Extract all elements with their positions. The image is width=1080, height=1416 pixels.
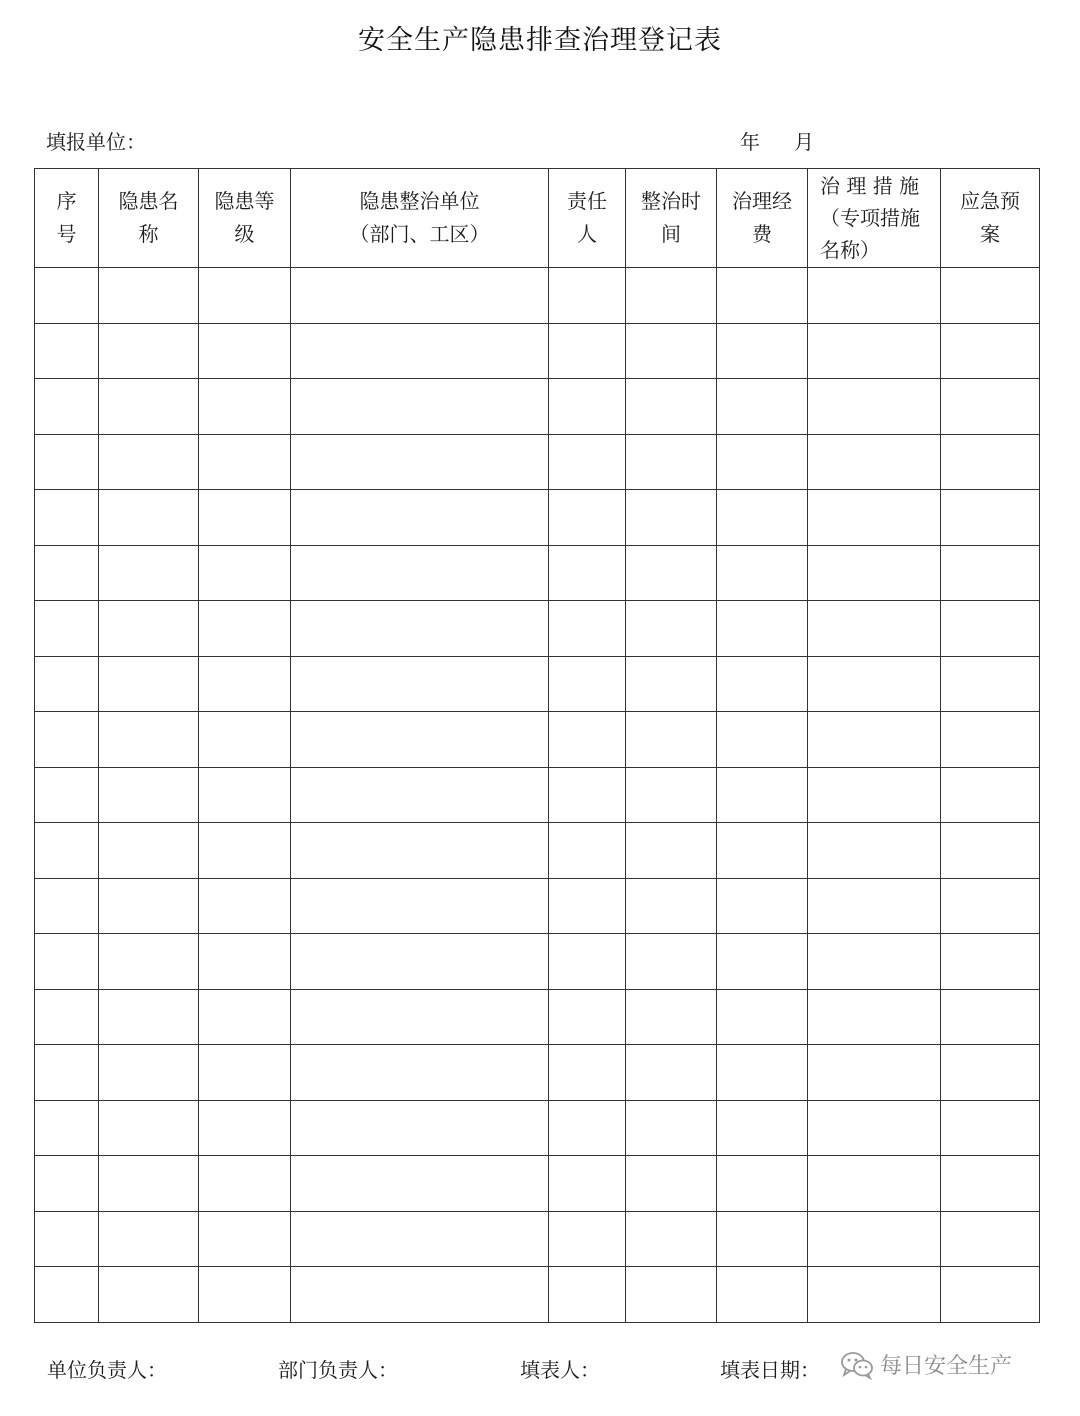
table-cell[interactable] [35,268,99,324]
table-cell[interactable] [199,379,291,435]
table-cell[interactable] [99,767,199,823]
table-cell[interactable] [717,934,808,990]
table-cell[interactable] [291,712,549,768]
table-cell[interactable] [35,712,99,768]
table-cell[interactable] [717,1267,808,1323]
table-cell[interactable] [199,434,291,490]
table-cell[interactable] [99,989,199,1045]
year-label: 年 [740,130,760,154]
table-cell[interactable] [626,767,717,823]
table-cell[interactable] [35,989,99,1045]
table-cell[interactable] [291,268,549,324]
table-cell[interactable] [941,490,1040,546]
table-cell[interactable] [291,379,549,435]
table-cell[interactable] [291,823,549,879]
table-cell[interactable] [291,490,549,546]
table-cell[interactable] [291,1045,549,1101]
table-cell[interactable] [291,323,549,379]
table-cell[interactable] [808,934,941,990]
table-cell[interactable] [808,656,941,712]
table-row [35,1045,1040,1101]
table-cell[interactable] [626,601,717,657]
table-cell[interactable] [199,545,291,601]
table-cell[interactable] [549,1100,626,1156]
table-cell[interactable] [626,934,717,990]
table-cell[interactable] [626,1156,717,1212]
table-row [35,601,1040,657]
watermark-text: 每日安全生产 [880,1354,1013,1379]
table-cell[interactable] [808,767,941,823]
table-cell[interactable] [549,1211,626,1267]
table-cell[interactable] [199,934,291,990]
table-cell[interactable] [941,434,1040,490]
header-emergency-plan: 应急预 案 [941,169,1040,268]
table-cell[interactable] [808,434,941,490]
table-cell[interactable] [35,545,99,601]
table-cell[interactable] [717,545,808,601]
table-cell[interactable] [99,323,199,379]
table-cell[interactable] [808,1267,941,1323]
table-cell[interactable] [626,323,717,379]
table-cell[interactable] [291,545,549,601]
table-cell[interactable] [35,934,99,990]
table-cell[interactable] [35,379,99,435]
table-row [35,268,1040,324]
table-cell[interactable] [291,434,549,490]
table-row [35,1211,1040,1267]
table-cell[interactable] [35,434,99,490]
table-cell[interactable] [199,989,291,1045]
table-cell[interactable] [99,268,199,324]
table-row [35,656,1040,712]
table-cell[interactable] [35,1156,99,1212]
table-cell[interactable] [717,989,808,1045]
table-cell[interactable] [808,712,941,768]
table-cell[interactable] [941,989,1040,1045]
table-cell[interactable] [941,934,1040,990]
table-cell[interactable] [941,1211,1040,1267]
table-cell[interactable] [808,490,941,546]
table-cell[interactable] [99,934,199,990]
table-cell[interactable] [626,545,717,601]
table-cell[interactable] [35,878,99,934]
table-cell[interactable] [35,323,99,379]
table-cell[interactable] [291,767,549,823]
table-cell[interactable] [717,379,808,435]
table-cell[interactable] [549,656,626,712]
table-cell[interactable] [291,1100,549,1156]
table-cell[interactable] [99,1100,199,1156]
table-cell[interactable] [626,379,717,435]
table-cell[interactable] [941,1045,1040,1101]
table-cell[interactable] [717,323,808,379]
table-cell[interactable] [549,934,626,990]
table-cell[interactable] [199,323,291,379]
table-cell[interactable] [199,712,291,768]
table-cell[interactable] [99,712,199,768]
table-cell[interactable] [199,490,291,546]
table-cell[interactable] [717,1211,808,1267]
header-serial-number: 序 号 [35,169,99,268]
table-cell[interactable] [35,823,99,879]
wechat-icon [840,1350,874,1380]
table-cell[interactable] [717,268,808,324]
table-cell[interactable] [941,601,1040,657]
table-cell[interactable] [941,767,1040,823]
table-cell[interactable] [549,268,626,324]
table-cell[interactable] [808,823,941,879]
dept-head-label: 部门负责人： [278,1358,398,1382]
table-cell[interactable] [717,490,808,546]
header-treatment-funds: 治理经 费 [717,169,808,268]
table-cell[interactable] [199,601,291,657]
table-cell[interactable] [717,712,808,768]
table-row [35,545,1040,601]
table-row [35,712,1040,768]
table-cell[interactable] [35,490,99,546]
table-row [35,490,1040,546]
table-cell[interactable] [35,767,99,823]
table-cell[interactable] [717,656,808,712]
table-cell[interactable] [626,712,717,768]
table-cell[interactable] [549,1267,626,1323]
table-cell[interactable] [717,1156,808,1212]
table-row [35,823,1040,879]
table-cell[interactable] [626,1045,717,1101]
table-cell[interactable] [808,878,941,934]
table-cell[interactable] [99,434,199,490]
table-header-row [35,169,1040,268]
table-row [35,323,1040,379]
table-cell[interactable] [35,656,99,712]
table-cell[interactable] [941,1156,1040,1212]
month-label: 月 [794,130,814,154]
table-cell[interactable] [549,989,626,1045]
table-cell[interactable] [35,1045,99,1101]
table-cell[interactable] [941,823,1040,879]
table-cell[interactable] [549,1156,626,1212]
table-cell[interactable] [35,1100,99,1156]
header-responsible-person: 责任 人 [549,169,626,268]
table-cell[interactable] [808,323,941,379]
table-cell[interactable] [808,379,941,435]
table-cell[interactable] [549,712,626,768]
table-cell[interactable] [291,656,549,712]
table-cell[interactable] [626,989,717,1045]
header-hazard-level: 隐患等 级 [199,169,291,268]
table-cell[interactable] [626,656,717,712]
table-row [35,379,1040,435]
table-cell[interactable] [99,545,199,601]
table-cell[interactable] [941,268,1040,324]
table-cell[interactable] [99,601,199,657]
table-cell[interactable] [941,878,1040,934]
header-rectification-time: 整治时 间 [626,169,717,268]
table-row [35,989,1040,1045]
table-cell[interactable] [35,1267,99,1323]
table-row [35,1267,1040,1323]
fill-date-label: 填表日期： [720,1358,820,1382]
table-cell[interactable] [549,823,626,879]
table-cell[interactable] [941,1100,1040,1156]
table-cell[interactable] [549,490,626,546]
table-cell[interactable] [199,656,291,712]
hazard-register-table [34,168,1040,1323]
table-cell[interactable] [549,323,626,379]
table-cell[interactable] [549,379,626,435]
table-cell[interactable] [99,1267,199,1323]
table-cell[interactable] [626,823,717,879]
table-cell[interactable] [626,434,717,490]
unit-head-label: 单位负责人： [47,1358,167,1382]
table-row [35,878,1040,934]
table-row [35,1100,1040,1156]
table-cell[interactable] [717,1100,808,1156]
table-cell[interactable] [199,1267,291,1323]
table-cell[interactable] [941,1267,1040,1323]
table-cell[interactable] [199,1156,291,1212]
table-cell[interactable] [717,878,808,934]
table-cell[interactable] [291,1267,549,1323]
table-cell[interactable] [941,656,1040,712]
table-cell[interactable] [626,1211,717,1267]
table-cell[interactable] [808,1100,941,1156]
table-cell[interactable] [199,1211,291,1267]
table-cell[interactable] [626,1100,717,1156]
table-cell[interactable] [549,767,626,823]
date-label [740,126,814,155]
table-cell[interactable] [291,878,549,934]
table-cell[interactable] [199,878,291,934]
table-cell[interactable] [941,323,1040,379]
table-cell[interactable] [99,656,199,712]
table-cell[interactable] [808,545,941,601]
table-cell[interactable] [199,1045,291,1101]
form-title: 安全生产隐患排查治理登记表 [358,25,722,56]
table-cell[interactable] [941,379,1040,435]
table-cell[interactable] [717,1045,808,1101]
filing-unit-label: 填报单位： [46,130,146,154]
watermark [840,1349,1012,1380]
table-cell[interactable] [99,379,199,435]
table-cell[interactable] [626,878,717,934]
table-cell[interactable] [808,1211,941,1267]
table-row [35,934,1040,990]
table-cell[interactable] [549,545,626,601]
table-cell[interactable] [808,601,941,657]
table-cell[interactable] [808,268,941,324]
table-cell[interactable] [99,823,199,879]
table-cell[interactable] [549,878,626,934]
table-cell[interactable] [99,490,199,546]
table-cell[interactable] [291,934,549,990]
table-cell[interactable] [291,1156,549,1212]
table-cell[interactable] [291,601,549,657]
table-cell[interactable] [99,1045,199,1101]
table-cell[interactable] [35,1211,99,1267]
table-cell[interactable] [199,1100,291,1156]
table-cell[interactable] [99,1211,199,1267]
table-cell[interactable] [941,712,1040,768]
table-cell[interactable] [808,1045,941,1101]
table-cell[interactable] [808,1156,941,1212]
table-cell[interactable] [35,601,99,657]
table-cell[interactable] [808,989,941,1045]
table-cell[interactable] [291,989,549,1045]
table-cell[interactable] [549,434,626,490]
table-cell[interactable] [199,767,291,823]
table-cell[interactable] [717,823,808,879]
table-cell[interactable] [99,1156,199,1212]
table-cell[interactable] [549,601,626,657]
table-row [35,767,1040,823]
table-cell[interactable] [626,268,717,324]
table-cell[interactable] [941,545,1040,601]
table-row [35,434,1040,490]
table-cell[interactable] [199,823,291,879]
table-cell[interactable] [626,1267,717,1323]
table-cell[interactable] [717,434,808,490]
table-row [35,1156,1040,1212]
table-cell[interactable] [717,601,808,657]
table-cell[interactable] [291,1211,549,1267]
table-cell[interactable] [717,767,808,823]
table-cell[interactable] [626,490,717,546]
filler-label: 填表人： [520,1358,600,1382]
table-cell[interactable] [199,268,291,324]
table-cell[interactable] [549,1045,626,1101]
header-treatment-measures: 治 理 措 施 （专项措施 名称） [808,169,941,268]
header-hazard-name: 隐患名 称 [99,169,199,268]
table-cell[interactable] [99,878,199,934]
header-rectification-unit: 隐患整治单位 （部门、工区） [291,169,549,268]
